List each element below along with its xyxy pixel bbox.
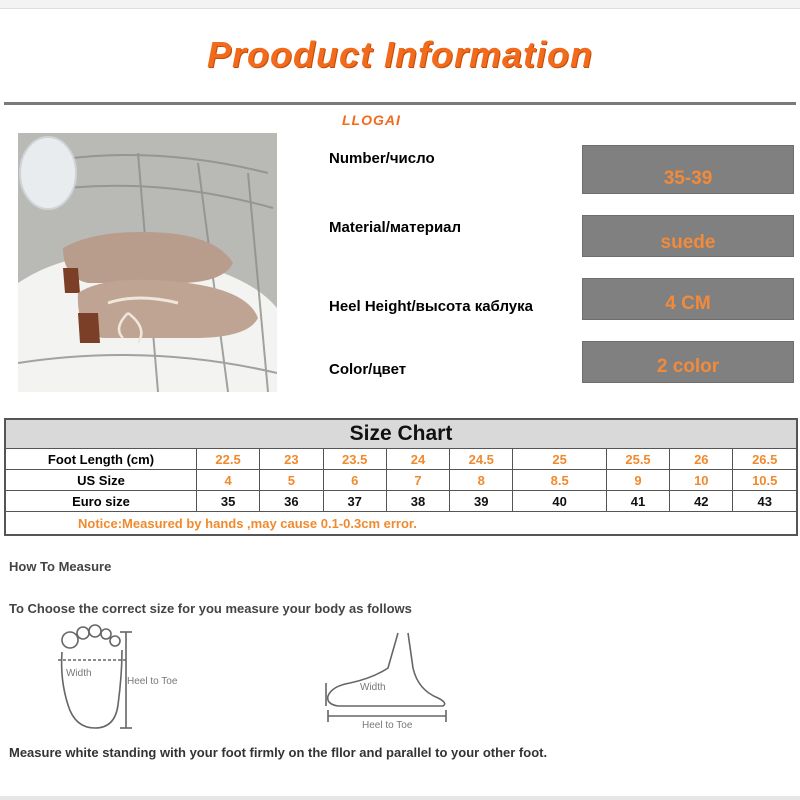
table-cell: 23.5 xyxy=(323,449,386,470)
spec-value-material: suede xyxy=(582,215,794,257)
diagram-heel-to-toe-label-side: Heel to Toe xyxy=(362,720,413,728)
table-cell: 9 xyxy=(606,470,669,491)
spec-label-material: Material/материал xyxy=(329,219,462,236)
spec-label-color: Color/цвет xyxy=(329,361,407,378)
table-row xyxy=(6,449,797,470)
table-cell: 10 xyxy=(670,470,733,491)
title-divider xyxy=(4,102,796,105)
row-label-euro-size: Euro size xyxy=(6,491,197,512)
table-cell: 4 xyxy=(196,470,259,491)
spec-value-heel-height: 4 CM xyxy=(582,278,794,320)
table-cell: 26 xyxy=(670,449,733,470)
spec-label-heel-height: Heel Height/высота каблука xyxy=(329,298,533,315)
table-cell: 26.5 xyxy=(733,449,797,470)
foot-top-view-diagram xyxy=(50,620,200,735)
diagram-heel-to-toe-label-top: Heel to Toe xyxy=(127,676,178,687)
table-cell: 24.5 xyxy=(450,449,513,470)
measure-note: Measure white standing with your foot firmly on the fllor and parallel to your other foot. xyxy=(9,745,548,760)
table-cell: 40 xyxy=(513,491,606,512)
row-label-foot-length: Foot Length (cm) xyxy=(6,449,197,470)
table-cell: 24 xyxy=(386,449,449,470)
page-title: Prooduct Information xyxy=(207,34,593,75)
spec-label-number: Number/число xyxy=(329,150,435,167)
table-cell: 35 xyxy=(196,491,259,512)
size-chart-title: Size Chart xyxy=(6,420,797,449)
diagram-width-label-top: Width xyxy=(66,668,92,679)
table-cell: 25 xyxy=(513,449,606,470)
table-cell: 23 xyxy=(260,449,323,470)
table-cell: 7 xyxy=(386,470,449,491)
diagram-width-label-side: Width xyxy=(360,682,386,693)
table-cell: 39 xyxy=(450,491,513,512)
top-strip xyxy=(0,0,800,9)
spec-value-color: 2 color xyxy=(582,341,794,383)
brand-logo: LLOGAI xyxy=(342,112,401,128)
shoe-image xyxy=(18,133,277,392)
table-cell: 43 xyxy=(733,491,797,512)
table-cell: 42 xyxy=(670,491,733,512)
table-cell: 8.5 xyxy=(513,470,606,491)
table-cell: 25.5 xyxy=(606,449,669,470)
table-cell: 41 xyxy=(606,491,669,512)
table-cell: 38 xyxy=(386,491,449,512)
spec-value-number: 35-39 xyxy=(582,145,794,194)
how-to-measure-heading: How To Measure xyxy=(9,559,112,574)
table-cell: 36 xyxy=(260,491,323,512)
table-cell: 6 xyxy=(323,470,386,491)
measurement-notice: Notice:Measured by hands ,may cause 0.1-0.3cm error. xyxy=(6,512,797,535)
table-cell: 22.5 xyxy=(196,449,259,470)
table-cell: 8 xyxy=(450,470,513,491)
table-cell: 5 xyxy=(260,470,323,491)
table-row xyxy=(6,491,797,512)
choose-size-text: To Choose the correct size for you measure your body as follows xyxy=(9,601,412,616)
product-photo xyxy=(18,133,277,392)
table-cell: 37 xyxy=(323,491,386,512)
row-label-us-size: US Size xyxy=(6,470,197,491)
size-chart xyxy=(4,418,798,536)
table-cell: 10.5 xyxy=(733,470,797,491)
bottom-strip xyxy=(0,796,800,800)
table-row xyxy=(6,470,797,491)
foot-side-view-diagram xyxy=(318,628,458,728)
